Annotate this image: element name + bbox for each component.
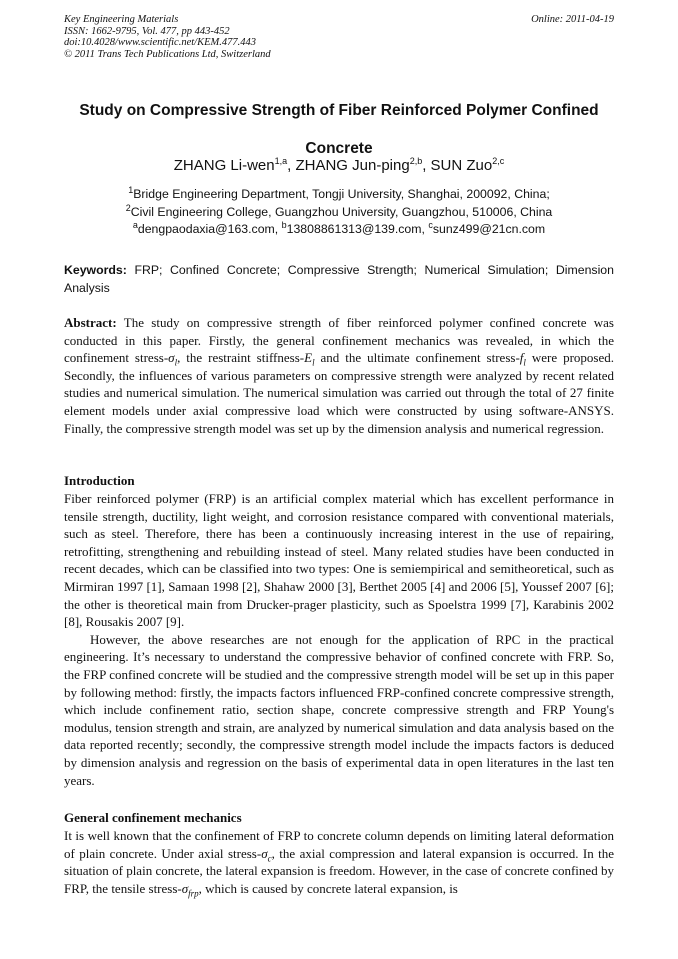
affiliation-1: $^1$Bridge Engineering Department, Tongji University, Shanghai, 200092, China;: [128, 184, 550, 201]
issn-line: ISSN: 1662-9795, Vol. 477, pp 443-452: [64, 25, 230, 37]
paragraph: However, the above researches are not enough for the application of RPC in the practical engineering. It’s necessary to understand the compressive behavior of confined concrete with FRP. So, the FRP confined concrete will be studied and the compressive strength model will be set up in this paper by following method: firstly, the impacts factors influenced FRP-confined concrete compressive strength, which include confinement ratio, section shape, concrete compressive strength and FRP Young's modulus, tension strength and strain, are analyzed by numerical simulation and data analysis based on the data reported recently; secondly, the compressive strength model include the impacts factors is deduced by dimension analysis and regression on the basis of experimental data in open literatures in the last ten years.: [64, 631, 614, 788]
author-affil-sup: 2,b: [409, 156, 423, 166]
mechanics-body: It is well known that the confinement of FRP to concrete column depends on limiting lateral deformation of plain concrete. Under axial stress-$\sigma_c$, the axial compression and lateral expansion is occurred. In the situation of plain concrete, the lateral expansion is freedom. However, in the case of concrete confined by FRP, the tensile stress-$\sigma_{frp}$, which is caused by concrete lateral expansion, is: [64, 828, 615, 899]
keywords-label: Keywords:: [64, 263, 127, 277]
copyright-line: © 2011 Trans Tech Publications Ltd, Switzerland: [64, 48, 271, 60]
affiliation-2: $^2$Civil Engineering College, Guangzhou University, Guangzhou, 510006, China: [125, 202, 553, 219]
email-line: $^a$dengpaodaxia@163.com, $^b$13808861313@139.com, $^c$sunz499@21cn.com: [132, 219, 546, 236]
introduction-heading: Introduction: [64, 473, 135, 488]
paper-title: Study on Compressive Strength of Fiber Reinforced Polymer Confined Concrete: [79, 102, 599, 157]
affiliations: [40, 186, 638, 239]
keywords: [64, 262, 614, 297]
mechanics-heading: General confinement mechanics: [64, 810, 242, 825]
email-link[interactable]: sunz499@21cn.com: [432, 222, 546, 236]
email-link[interactable]: 13808861313@139.com,: [286, 222, 429, 236]
keywords-text: FRP; Confined Concrete; Compressive Strength; Numerical Simulation; Dimension Analysis: [64, 263, 614, 295]
abstract: Abstract: The study on compressive strength of fiber reinforced polymer confined concrete was conducted in this paper. Firstly, the general confinement mechanics was revealed, in which the confinement stress-$\sigma_l$, the restraint stiffness-$E_l$ and the ultimate confinement stress-$f_l$ were proposed. Secondly, the influences of various parameters on compressive strength were analyzed by recent related studies and numerical simulation. The numerical simulation was carried out through the total of 27 finite element models under axial compressive load which were constructed by using software-ANSYS. Finally, the compressive strength model was set up by the dimension analysis and numerical regression.: [64, 315, 614, 436]
paragraph: Fiber reinforced polymer (FRP) is an artificial complex material which has excellent performance in tensile strength, ductility, light weight, and corrosion resistance compared with conventional materials, such as steel. Therefore, there has been a continuously increasing interest in the use of repairing, retrofitting, strengthening and rebuilding instead of steel. Many related studies have been conducted in recent decades, which can be classified into two types: One is semiempirical and semitheoretical, such as Mirmiran 1997 [1], Samaan 1998 [2], Shahaw 2000 [3], Berthet 2005 [4] and 2006 [5], Youssef 2007 [6]; the other is theoretical main from Drucker-prager plasticity, such as Spoelstra 1999 [7], Karabinis 2002 [8], Rousakis 2007 [9].: [64, 491, 614, 630]
email-link[interactable]: dengpaodaxia@163.com,: [137, 222, 282, 236]
author-affil-sup: 2,c: [492, 156, 505, 166]
journal-name: Key Engineering Materials: [64, 14, 179, 25]
online-date: Online: 2011-04-19: [531, 14, 614, 25]
author-name: ZHANG Li-wen: [173, 157, 275, 174]
author-name: ZHANG Jun-ping: [295, 157, 410, 174]
author-name: SUN Zuo: [430, 157, 493, 174]
doi-line: doi:10.4028/www.scientific.net/KEM.477.443: [64, 37, 256, 48]
abstract-label: Abstract:: [64, 315, 117, 330]
introduction-body: [64, 490, 614, 789]
author-affil-sup: 1,a: [274, 156, 288, 166]
journal-header: [64, 14, 271, 60]
author-list: ZHANG Li-wen$^{1,a}$, ZHANG Jun-ping$^{2,b}$, SUN Zuo$^{2,c}$: [173, 156, 505, 174]
